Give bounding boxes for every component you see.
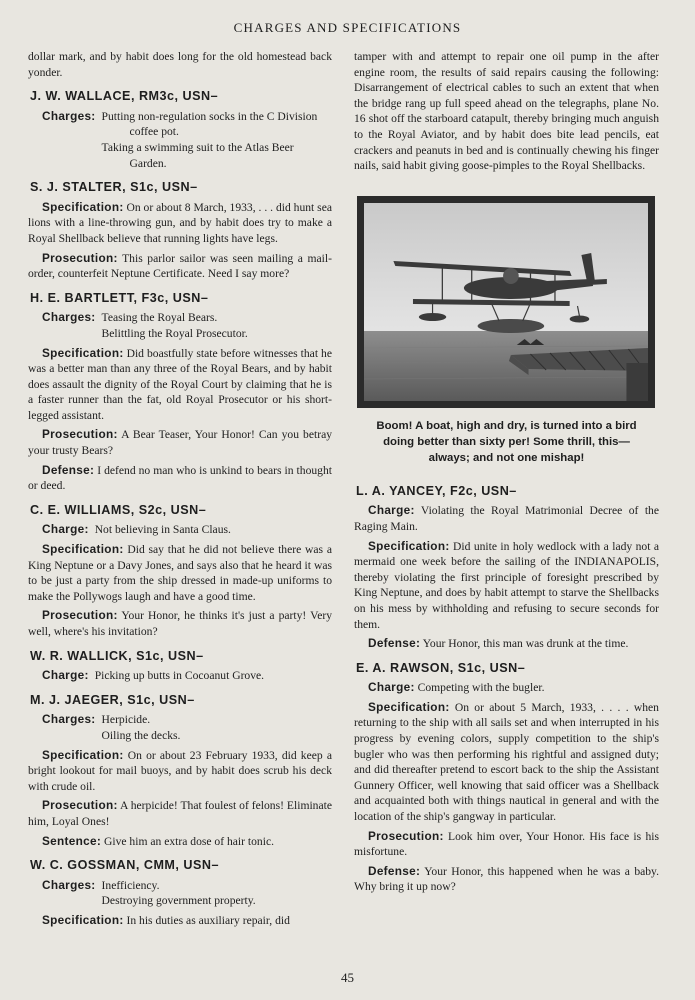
defense-label: Defense: [368,863,421,878]
specification-label: Specification: [368,538,450,553]
right-column [354,49,659,899]
sentence-paragraph [28,834,332,850]
specification-paragraph [28,542,332,604]
defense-label: Defense: [42,462,95,477]
charges-block [28,712,332,743]
charges-label: Charge: [42,522,89,537]
defense-text: Your Honor, this man was drunk at the time. [422,637,629,651]
specification-text: On or about 8 March, 1933, . . . did hunt sea lions with a line-throwing gun, and by habit does try to make a Royal Shellback believe that running lights have legs. [28,200,332,245]
sentence-label: Sentence: [42,833,102,848]
prosecution-label: Prosecution: [42,608,118,623]
left-column [28,49,332,933]
entry-wallick [28,649,332,684]
charge-text: Violating the Royal Matrimonial Decree of the Raging Main. [354,504,659,533]
charges-label: Charges: [42,877,96,892]
charge-label: Charge: [368,503,415,518]
entry-yancey [354,484,659,652]
prosecution-label: Prosecution: [42,798,118,813]
charge-paragraph [354,680,659,696]
specification-paragraph [28,913,332,929]
specification-label: Specification: [42,542,124,557]
specification-label: Specification: [42,912,124,927]
prosecution-label: Prosecution: [368,828,444,843]
specification-label: Specification: [42,345,124,360]
charge-label: Charge: [368,680,415,695]
entry-name: M. J. JAEGER, S1c, USN– [30,692,195,707]
defense-text: I defend no man who is unkind to bears in thought or deed. [28,463,332,493]
entry-wallace [28,89,332,171]
charges-block [28,878,332,909]
prosecution-label: Prosecution: [42,250,118,265]
specification-label: Specification: [368,699,450,714]
entry-bartlett [28,291,332,494]
defense-label: Defense: [368,636,421,651]
entry-gossman [28,858,332,928]
entry-jaeger [28,693,332,849]
entry-name: C. E. WILLIAMS, S2c, USN– [30,502,207,517]
charges-label: Charges: [42,712,96,727]
continuation-text: tamper with and attempt to repair one oil pump in the after engine room, the results of said repairs causing the following: Disarrangement of electrical cables to such an extent that when the bridge rang up full speed ahead on the telegraphs, plane No. 16 shot off the starboard catapult, thereby bringing much anguish to the Royal Aviator, and by habit does bite lead pencils, eat crackers and peanuts in bed and is continually chewing his finger nails, said habit giving goose-pimples to the Royal Shellbacks. [354,50,659,173]
charges-label: Charges: [42,108,96,123]
charges-label: Charge: [42,668,89,683]
specification-paragraph [28,346,332,424]
entry-name: S. J. STALTER, S1c, USN– [30,180,198,195]
charge-item: Oiling the decks. [101,728,181,742]
specification-paragraph [354,539,659,633]
entry-williams [28,503,332,640]
prosecution-text: Your Honor, he thinks it's just a party! Very well, where's his invitation? [28,609,332,638]
seaplane-launch-photo [364,203,648,401]
charge-item: Putting non-regulation socks in the C Division coffee pot. [101,109,318,139]
charge-text: Competing with the bugler. [417,681,545,695]
entry-rawson [354,661,659,895]
specification-paragraph [354,700,659,825]
charge-paragraph [354,503,659,534]
defense-paragraph [28,463,332,494]
prosecution-paragraph [354,829,659,860]
charges-block [28,668,332,684]
entry-stalter [28,180,332,282]
specification-text: On or about 23 February 1933, did keep a bright lookout for mail buoys, and by habit does scrub his deck with crude oil. [28,748,332,793]
specification-text: In his duties as auxiliary repair, did [126,913,290,927]
entry-name: E. A. RAWSON, S1c, USN– [356,660,526,675]
specification-label: Specification: [42,747,124,762]
charge-item: Inefficiency. [101,878,160,892]
entry-name: W. C. GOSSMAN, CMM, USN– [30,858,220,873]
defense-text: Your Honor, this happened when he was a baby. Why bring it up now? [354,864,660,894]
specification-paragraph [28,200,332,247]
entry-name: J. W. WALLACE, RM3c, USN– [30,89,219,104]
sentence-text: Give him an extra dose of hair tonic. [104,834,274,848]
charge-item: Not believing in Santa Claus. [94,523,231,537]
defense-paragraph [354,636,659,652]
specification-label: Specification: [42,199,124,214]
charge-item: Belittling the Royal Prosecutor. [101,326,248,340]
prosecution-paragraph [28,608,332,639]
charges-block [28,522,332,538]
specification-paragraph [28,748,332,795]
intro-text: dollar mark, and by habit does long for the old homestead back yonder. [28,50,332,79]
charges-block [28,109,332,171]
page-header: CHARGES AND SPECIFICATIONS [233,20,462,35]
photo-frame [357,196,655,408]
charges-label: Charges: [42,310,96,325]
charge-item: Picking up butts in Cocoanut Grove. [94,669,265,683]
prosecution-text: A Bear Teaser, Your Honor! Can you betray your trusty Bears? [28,428,333,458]
specification-text: Did say that he did not believe there was a King Neptune or a Davy Jones, and says also that he heard it was to be just a party from the ship dressed in made-up uniforms to make the Pollywogs laugh and have a good time. [28,543,332,603]
entry-name: L. A. YANCEY, F2c, USN– [356,483,517,498]
charge-item: Herpicide. [101,713,151,727]
prosecution-text: A herpicide! That foulest of felons! Eliminate him, Loyal Ones! [28,799,332,828]
charge-item: Destroying government property. [101,894,256,908]
charge-item: Teasing the Royal Bears. [101,311,218,325]
charges-block [28,310,332,341]
prosecution-text: This parlor sailor was seen mailing a mail-order, counterfeit Neptune Certificate. Need I say more? [28,251,332,281]
prosecution-paragraph [28,798,332,829]
entry-name: W. R. WALLICK, S1c, USN– [30,648,204,663]
photo-caption: Boom! A boat, high and dry, is turned into a bird doing better than sixty per! Some thrill, this— always; and not one mishap! [376,419,637,464]
entry-name: H. E. BARTLETT, F3c, USN– [30,290,209,305]
charge-item: Taking a swimming suit to the Atlas Beer Garden. [101,140,294,170]
prosecution-label: Prosecution: [42,427,118,442]
defense-paragraph [354,864,659,895]
specification-text: On or about 5 March, 1933, . . . . when returning to the ship with all sails set and when interrupted in his progress by evening colors, supply competition to the ship's bugler who was then performing his rightful and assigned duty; and did thereafter pretend to escort back to the ship the Assistant Gunnery Officer, well knowing that said officer was a Shellback and acquainted both with things nautical in general and with the location of the ship's gangway in particular. [354,700,659,824]
specification-text: Did unite in holy wedlock with a lady not a mermaid one week before the sailing of the INDIANAPOLIS, thereby violating the first principle of foresight prescribed by King Neptune, and does by habit attempt to starve the Shellbacks on his mess by withholding and refusing to secure seconds for them. [354,539,659,631]
prosecution-text: Look him over, Your Honor. His face is his misfortune. [354,829,660,859]
page-number: 45 [341,970,354,985]
specification-text: Did boastfully state before witnesses that he was a better man than any three of the Royal Bears, and by habit does assault the dignity of the Royal Court by claiming that he is a faster runner than the fat, old Royal Prosecutor or his short-legged assistant. [28,346,332,422]
prosecution-paragraph [28,251,332,282]
prosecution-paragraph [28,427,332,458]
